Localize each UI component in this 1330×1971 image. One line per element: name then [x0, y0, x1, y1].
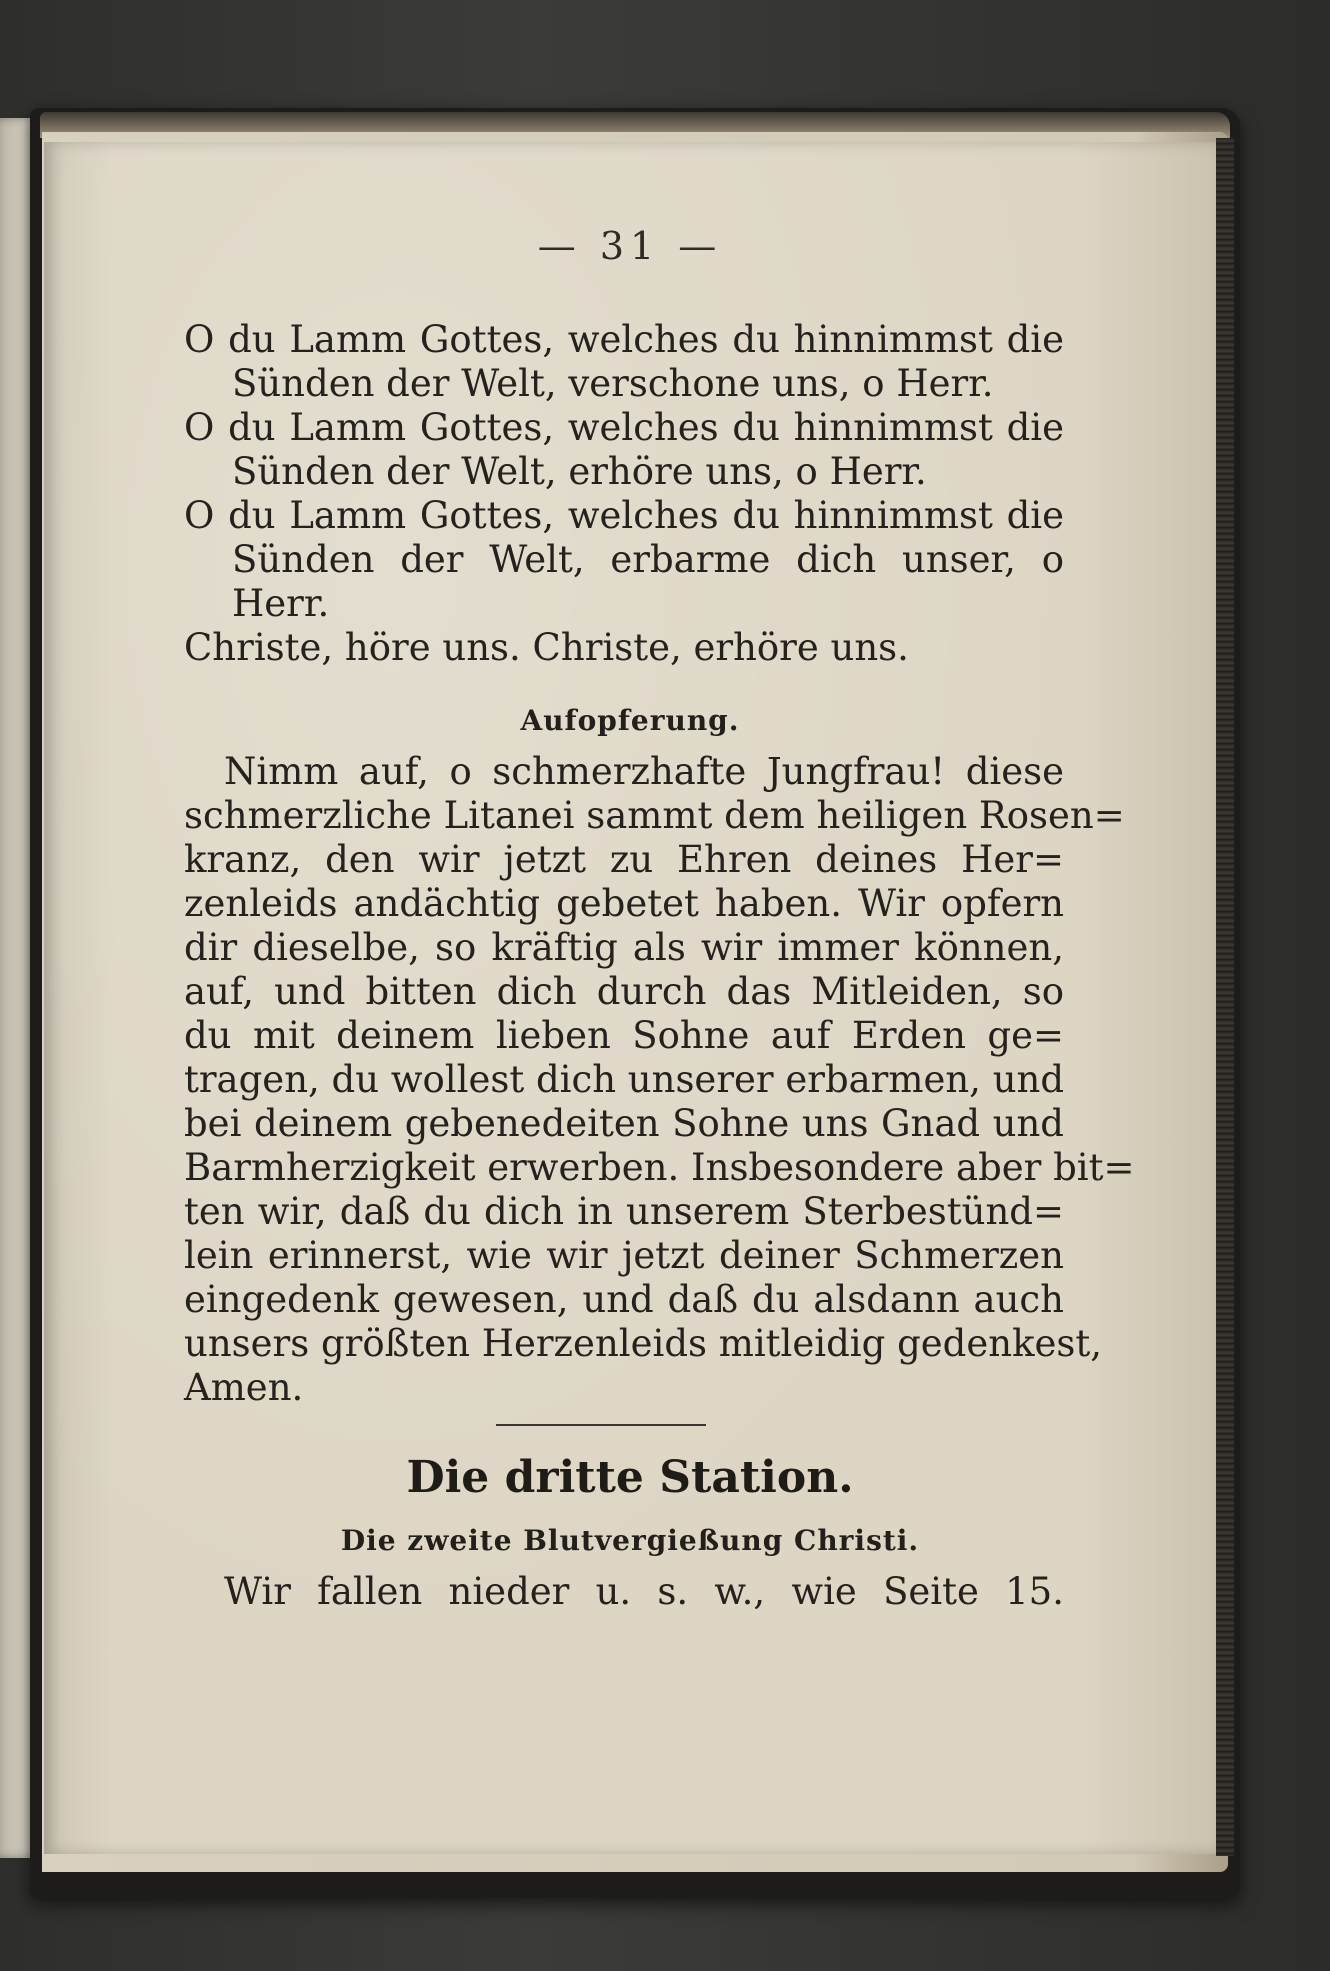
litany-1-line-2: Sünden der Welt, verschone uns, o Herr. [232, 362, 994, 405]
aufopferung-line: bei deinem gebenedeiten Sohne uns Gnad und [184, 1102, 1064, 1145]
station-subtitle: Die zweite Blutvergießung Christi. [340, 1524, 920, 1557]
aufopferung-line: du mit deinem lieben Sohne auf Erden ge= [184, 1014, 1064, 1057]
litany-3-line-2: Sünden der Welt, erbarme dich unser, o [232, 538, 1064, 581]
aufopferung-line: eingedenk gewesen, und daß du alsdann auch [184, 1278, 1064, 1321]
page-number: — 31 — [537, 224, 723, 268]
aufopferung-line: kranz, den wir jetzt zu Ehren deines Her= [184, 838, 1064, 881]
christe-line: Christe, höre uns. Christe, erhöre uns. [184, 626, 909, 669]
litany-3-line-1: O du Lamm Gottes, welches du hinnimmst die [184, 494, 1064, 537]
aufopferung-line: dir dieselbe, so kräftig als wir immer können, [184, 926, 1064, 969]
aufopferung-line: ten wir, daß du dich in unserem Sterbestünd= [184, 1190, 1064, 1233]
aufopferung-line: auf, und bitten dich durch das Mitleiden, so [184, 970, 1064, 1013]
station-line: Wir fallen nieder u. s. w., wie Seite 15. [224, 1570, 1064, 1613]
aufopferung-line: lein erinnerst, wie wir jetzt deiner Schmerzen [184, 1234, 1064, 1277]
section-divider [496, 1424, 706, 1426]
station-title: Die dritte Station. [406, 1452, 854, 1503]
litany-2-line-1: O du Lamm Gottes, welches du hinnimmst die [184, 406, 1064, 449]
aufopferung-line: zenleids andächtig gebetet haben. Wir opfern [184, 882, 1064, 925]
litany-1-line-1: O du Lamm Gottes, welches du hinnimmst die [184, 318, 1064, 361]
aufopferung-line: Barmherzigkeit erwerben. Insbesondere aber bit= [184, 1146, 1135, 1189]
aufopferung-heading: Aufopferung. [520, 704, 740, 737]
litany-3-line-3: Herr. [232, 582, 330, 625]
aufopferung-line: Nimm auf, o schmerzhafte Jungfrau! diese [224, 750, 1064, 793]
aufopferung-line: schmerzliche Litanei sammt dem heiligen Rosen= [184, 794, 1125, 837]
aufopferung-line: Amen. [184, 1366, 304, 1409]
aufopferung-line: unsers größten Herzenleids mitleidig gedenkest, [184, 1322, 1103, 1365]
litany-2-line-2: Sünden der Welt, erhöre uns, o Herr. [232, 450, 927, 493]
binding-band [1216, 138, 1234, 1856]
book-page [44, 142, 1216, 1854]
aufopferung-line: tragen, du wollest dich unserer erbarmen, und [184, 1058, 1065, 1101]
